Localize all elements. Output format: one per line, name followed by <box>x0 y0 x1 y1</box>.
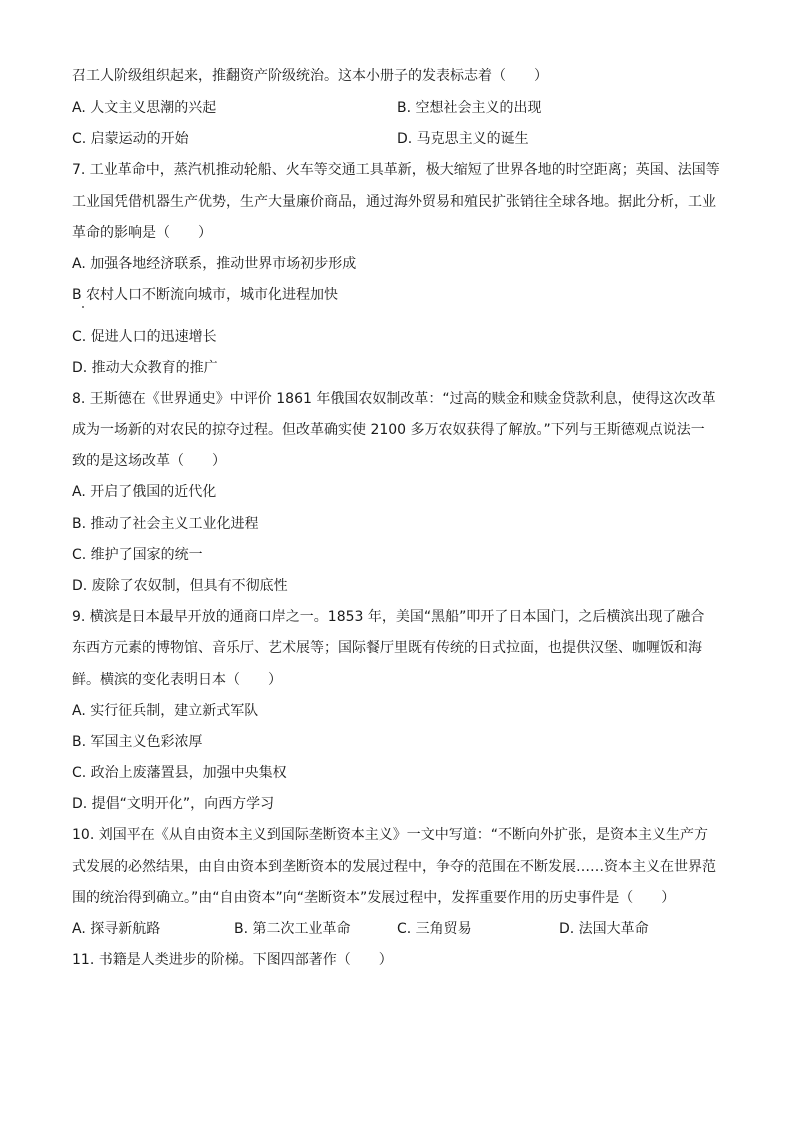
question-6-tail: 召工人阶级组织起来，推翻资产阶级统治。这本小册子的发表标志着（ ） <box>72 68 548 84</box>
q10-stem-line-2: 式发展的必然结果，由自由资本到垄断资本的发展过程中，争夺的范围在不断发展……资本主义在世界范 <box>72 859 716 875</box>
q8-option-d: D. 废除了农奴制，但具有不彻底性 <box>72 578 288 594</box>
q6-option-a: A. 人文主义思潮的兴起 <box>72 100 217 116</box>
q9-option-d: D. 提倡“文明开化”，向西方学习 <box>72 796 275 812</box>
q7-stem-line-2: 工业国凭借机器生产优势，生产大量廉价商品，通过海外贸易和殖民扩张销往全球各地。据此分析，工业 <box>72 194 716 210</box>
q10-option-a: A. 探寻新航路 <box>72 921 161 937</box>
q8-option-a: A. 开启了俄国的近代化 <box>72 484 217 500</box>
q9-option-b: B. 军国主义色彩浓厚 <box>72 734 203 750</box>
q6-option-b: B. 空想社会主义的出现 <box>397 100 542 116</box>
q9-option-a: A. 实行征兵制，建立新式军队 <box>72 703 259 719</box>
q7-option-c: C. 促进人口的迅速增长 <box>72 329 217 345</box>
q7-stem-line-1: 7. 工业革命中，蒸汽机推动轮船、火车等交通工具革新，极大缩短了世界各地的时空距离；英国、法国等 <box>72 162 720 178</box>
stray-dot-mark <box>82 306 84 308</box>
q8-stem-line-3: 致的是这场改革（ ） <box>72 453 226 469</box>
q10-stem-line-3: 围的统治得到确立。”由“自由资本”向“垄断资本”发展过程中，发挥重要作用的历史事件是（ ） <box>72 890 676 906</box>
q8-stem-line-2: 成为一场新的对农民的掠夺过程。但改革确实使 2100 多万农奴获得了解放。”下列与王斯德观点说法一 <box>72 422 705 438</box>
q9-stem-line-2: 东西方元素的博物馆、音乐厅、艺术展等；国际餐厅里既有传统的日式拉面，也提供汉堡、咖喱饭和海 <box>72 640 702 656</box>
q10-stem-line-1: 10. 刘国平在《从自由资本主义到国际垄断资本主义》一文中写道：“不断向外扩张，是资本主义生产方 <box>72 827 708 843</box>
q6-option-c: C. 启蒙运动的开始 <box>72 131 189 147</box>
q11-stem: 11. 书籍是人类进步的阶梯。下图四部著作（ ） <box>72 952 393 968</box>
q9-option-c: C. 政治上废藩置县，加强中央集权 <box>72 765 287 781</box>
q7-option-d: D. 推动大众教育的推广 <box>72 360 218 376</box>
q7-stem-line-3: 革命的影响是（ ） <box>72 225 212 241</box>
q9-stem-line-3: 鲜。横滨的变化表明日本（ ） <box>72 672 282 688</box>
q7-option-a: A. 加强各地经济联系，推动世界市场初步形成 <box>72 256 357 272</box>
q10-option-c: C. 三角贸易 <box>397 921 472 937</box>
q8-option-b: B. 推动了社会主义工业化进程 <box>72 516 259 532</box>
q7-option-b: B 农村人口不断流向城市，城市化进程加快 <box>72 287 339 303</box>
q8-option-c: C. 维护了国家的统一 <box>72 547 203 563</box>
q10-option-d: D. 法国大革命 <box>559 921 649 937</box>
q10-option-b: B. 第二次工业革命 <box>234 921 351 937</box>
q8-stem-line-1: 8. 王斯德在《世界通史》中评价 1861 年俄国农奴制改革：“过高的赎金和赎金贷款利息，使得这次改革 <box>72 391 716 407</box>
q6-option-d: D. 马克思主义的诞生 <box>397 131 529 147</box>
q9-stem-line-1: 9. 横滨是日本最早开放的通商口岸之一。1853 年，美国“黑船”叩开了日本国门，之后横滨出现了融合 <box>72 609 705 625</box>
